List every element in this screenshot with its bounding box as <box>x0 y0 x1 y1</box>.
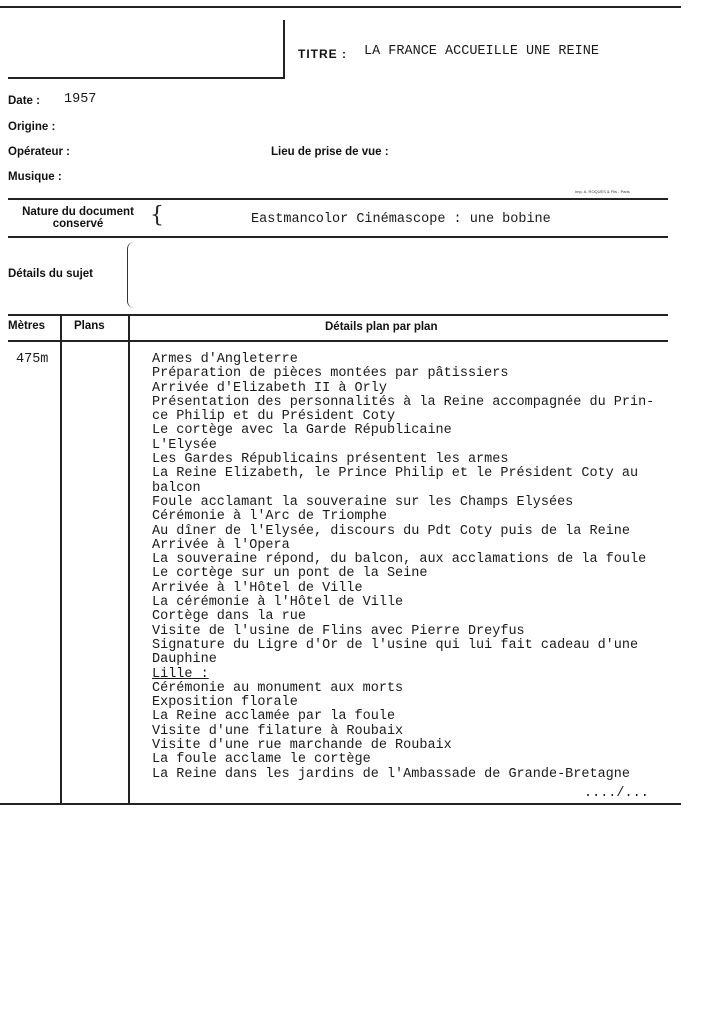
rule-above-table <box>8 314 668 316</box>
date-label: Date : <box>8 95 40 107</box>
detail-line: Préparation de pièces montées par pâtissiers <box>152 366 509 382</box>
title-box-left-rule <box>283 20 285 78</box>
detail-line: La Reine dans les jardins de l'Ambassade de Grande-Bretagne <box>152 766 630 782</box>
nature-brace: { <box>150 203 164 228</box>
nature-label-line-2: conservé <box>52 218 104 230</box>
detail-line: Lille : <box>152 666 209 682</box>
date-value: 1957 <box>64 92 97 107</box>
nature-label-line-1: Nature du document <box>22 206 134 218</box>
detail-line: La foule acclame le cortège <box>152 752 371 768</box>
details-plan-par-plan <box>152 353 654 782</box>
continuation-mark: ..../... <box>584 786 649 801</box>
lieu-label: Lieu de prise de vue : <box>271 146 389 158</box>
detail-line: Les Gardes Républicains présentent les armes <box>152 452 509 468</box>
col-separator-metres <box>60 315 62 803</box>
col-metres-header: Mètres <box>8 320 46 332</box>
detail-line: La Reine acclamée par la foule <box>152 709 396 725</box>
nature-value: Eastmancolor Cinémascope : une bobine <box>251 212 551 227</box>
detail-line: Exposition florale <box>152 695 298 711</box>
detail-line: Cérémonie à l'Arc de Triomphe <box>152 509 387 525</box>
col-separator-plans <box>128 315 130 803</box>
detail-line: Arrivée à l'Opera <box>152 537 290 553</box>
col-details-header: Détails plan par plan <box>325 321 438 333</box>
detail-line: L'Elysée <box>152 437 217 453</box>
details-sujet-label: Détails du sujet <box>8 268 93 280</box>
detail-line: Dauphine <box>152 652 217 668</box>
operateur-label: Opérateur : <box>8 146 70 158</box>
detail-line: Le cortège sur un pont de la Seine <box>152 566 428 582</box>
detail-line: Le cortège avec la Garde Républicaine <box>152 423 452 439</box>
nature-label <box>8 206 148 230</box>
bottom-rule <box>0 803 681 805</box>
rule-above-nature <box>8 198 668 200</box>
detail-line: Au dîner de l'Elysée, discours du Pdt Coty puis de la Reine <box>152 523 630 539</box>
detail-line: ce Philip et du Président Coty <box>152 409 396 425</box>
top-rule <box>0 6 681 8</box>
detail-line: balcon <box>152 480 201 496</box>
detail-line: Présentation des personnalités à la Reine accompagnée du Prin- <box>152 394 655 410</box>
printer-mark: Imp. A. ROQUES & Fils - Paris <box>575 189 630 194</box>
detail-line: Armes d'Angleterre <box>152 352 298 367</box>
titre-label: TITRE : <box>298 47 347 61</box>
detail-line: Visite de l'usine de Flins avec Pierre Dreyfus <box>152 623 525 639</box>
detail-line: La Reine Elizabeth, le Prince Philip et le Président Coty au <box>152 466 639 482</box>
rule-below-table-header <box>8 340 668 342</box>
detail-line: Visite d'une filature à Roubaix <box>152 723 404 739</box>
detail-line: Signature du Ligre d'Or de l'usine qui lui fait cadeau d'une <box>152 637 639 653</box>
rule-below-nature <box>8 236 668 238</box>
detail-line: Cortège dans la rue <box>152 609 306 625</box>
titre-value: LA FRANCE ACCUEILLE UNE REINE <box>364 44 599 59</box>
origine-label: Origine : <box>8 121 56 133</box>
detail-line: La cérémonie à l'Hôtel de Ville <box>152 595 404 611</box>
detail-line: Visite d'une rue marchande de Roubaix <box>152 738 452 754</box>
musique-label: Musique : <box>8 171 62 183</box>
detail-line: Cérémonie au monument aux morts <box>152 680 404 696</box>
detail-line: Foule acclamant la souveraine sur les Champs Elysées <box>152 494 574 510</box>
metres-value: 475m <box>16 352 49 367</box>
detail-line: La souveraine répond, du balcon, aux acclamations de la foule <box>152 552 647 568</box>
detail-line: Arrivée d'Elizabeth II à Orly <box>152 380 387 396</box>
details-sujet-brace <box>127 242 134 308</box>
title-box-bottom-rule <box>8 77 285 79</box>
col-plans-header: Plans <box>74 320 105 332</box>
detail-line: Arrivée à l'Hôtel de Ville <box>152 580 363 596</box>
